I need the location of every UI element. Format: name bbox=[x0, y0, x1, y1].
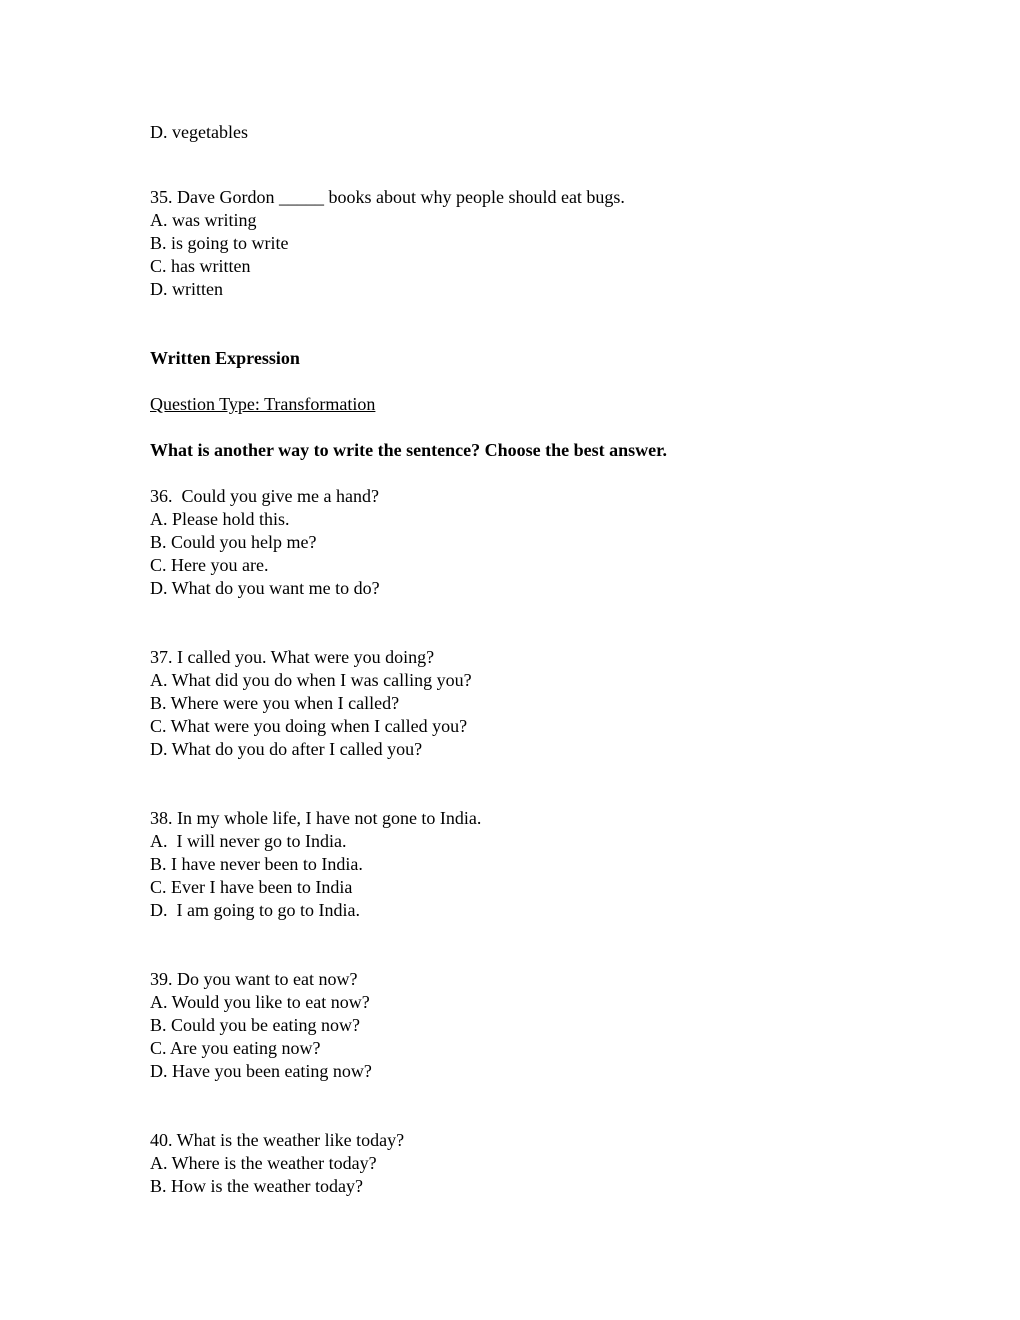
q37-stem: 37. I called you. What were you doing? bbox=[150, 647, 435, 667]
q36-option-a: A. Please hold this. bbox=[150, 509, 290, 529]
q38-option-a: A. I will never go to India. bbox=[150, 831, 347, 851]
q37-option-b: B. Where were you when I called? bbox=[150, 693, 400, 713]
q38-stem: 38. In my whole life, I have not gone to India. bbox=[150, 808, 482, 828]
q40-option-a: A. Where is the weather today? bbox=[150, 1153, 377, 1173]
q37-option-c: C. What were you doing when I called you? bbox=[150, 716, 468, 736]
q36-option-d: D. What do you want me to do? bbox=[150, 578, 380, 598]
q35-option-c: C. has written bbox=[150, 256, 251, 276]
q35-option-a: A. was writing bbox=[150, 210, 257, 230]
q35-stem: 35. Dave Gordon _____ books about why people should eat bugs. bbox=[150, 187, 625, 207]
section-title: Written Expression bbox=[150, 348, 300, 368]
q38-option-c: C. Ever I have been to India bbox=[150, 877, 353, 897]
q39-option-b: B. Could you be eating now? bbox=[150, 1015, 360, 1035]
q39-option-a: A. Would you like to eat now? bbox=[150, 992, 370, 1012]
q35-option-d: D. written bbox=[150, 279, 223, 299]
q36-option-c: C. Here you are. bbox=[150, 555, 269, 575]
q37-option-d: D. What do you do after I called you? bbox=[150, 739, 423, 759]
q40-stem: 40. What is the weather like today? bbox=[150, 1130, 405, 1150]
q34-option-d: D. vegetables bbox=[150, 122, 248, 142]
q40-option-b: B. How is the weather today? bbox=[150, 1176, 363, 1196]
q38-option-d: D. I am going to go to India. bbox=[150, 900, 360, 920]
q39-option-d: D. Have you been eating now? bbox=[150, 1061, 372, 1081]
q35-option-b: B. is going to write bbox=[150, 233, 289, 253]
q37-option-a: A. What did you do when I was calling you? bbox=[150, 670, 472, 690]
q39-stem: 39. Do you want to eat now? bbox=[150, 969, 358, 989]
question-type: Question Type: Transformation bbox=[150, 394, 376, 414]
q39-option-c: C. Are you eating now? bbox=[150, 1038, 321, 1058]
q36-option-b: B. Could you help me? bbox=[150, 532, 317, 552]
section-instruction: What is another way to write the sentence? Choose the best answer. bbox=[150, 440, 667, 460]
q38-option-b: B. I have never been to India. bbox=[150, 854, 363, 874]
q36-stem: 36. Could you give me a hand? bbox=[150, 486, 379, 506]
